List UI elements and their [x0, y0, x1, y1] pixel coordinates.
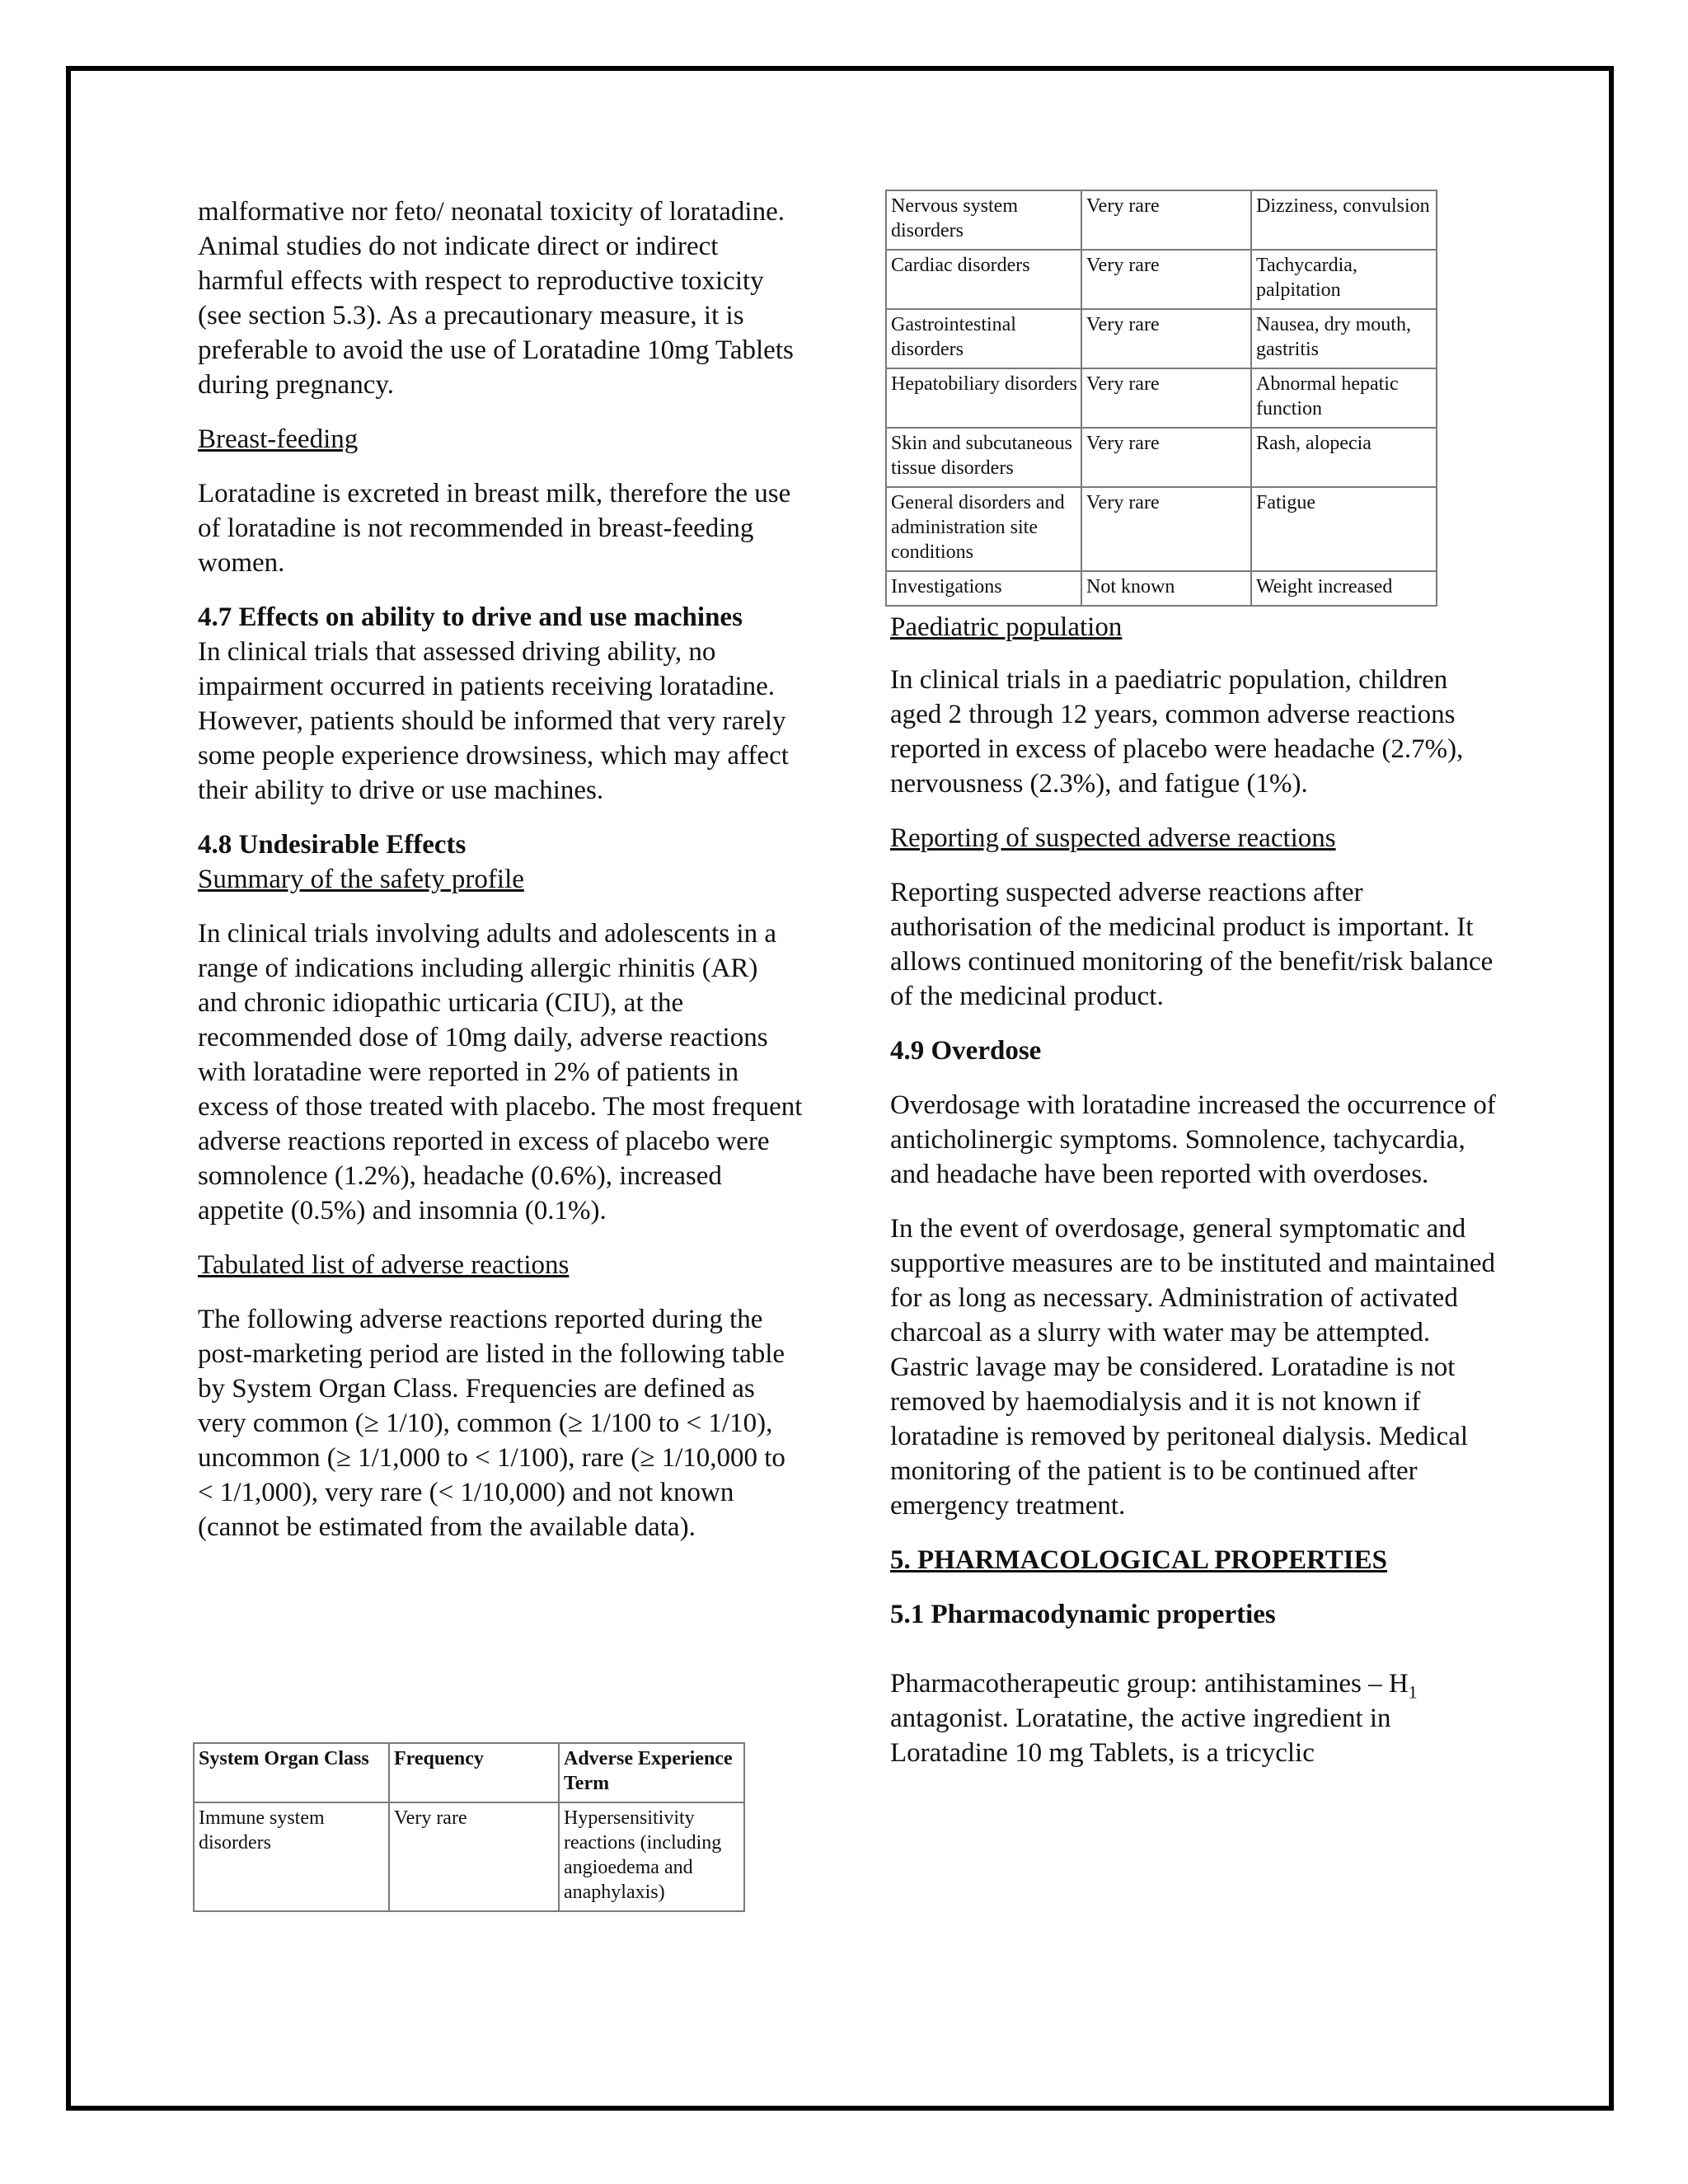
right-column [890, 194, 1496, 1790]
section-5-1-paragraph [890, 1666, 1496, 1770]
left-column [198, 194, 804, 1564]
table-row [886, 428, 1437, 487]
section-4-9-heading: 4.9 Overdose [890, 1036, 1042, 1066]
section-5-1-text-b: antagonist. Loratatine, the active ingredient in Loratadine 10 mg Tablets, is a tricyclic [890, 1704, 1391, 1768]
tabulated-list-heading: Tabulated list of adverse reactions [198, 1250, 570, 1280]
table-row [886, 190, 1437, 250]
cell-frequency: Very rare [1081, 190, 1251, 250]
paediatric-paragraph: In clinical trials in a paediatric population, children aged 2 through 12 years, common adverse reactions reported in excess of placebo were headache (2.7%), nervousness (2.3%), and fatigue (1%). [890, 665, 1464, 799]
cell-adverse-term: Abnormal hepatic function [1251, 368, 1437, 428]
cell-system-organ-class: Immune system disorders [194, 1802, 389, 1911]
section-4-8-paragraph: In clinical trials involving adults and adolescents in a range of indications including allergic rhinitis (AR) and chronic idiopathic urticaria (CIU), at the recommended dose of 10mg daily, adverse reactions with loratadine were reported in 2% of patients in excess of those treated with placebo. The most frequent adverse reactions reported in excess of placebo were somnolence (1.2%), headache (0.6%), increased appetite (0.5%) and insomnia (0.1%). [198, 919, 803, 1226]
table-row [886, 368, 1437, 428]
adverse-reactions-table-part2 [885, 190, 1437, 607]
tabulated-list-paragraph: The following adverse reactions reported during the post-marketing period are listed in the following table by System Organ Class. Frequencies are defined as very common (≥ 1/10), common (≥ 1/100 to < 1/10), uncommon (≥ 1/1,000 to < 1/100), rare (≥ 1/10,000 to < 1/1,000), very rare (< 1/10,000) and not known (cannot be estimated from the available data). [198, 1305, 785, 1542]
cell-frequency: Very rare [1081, 487, 1251, 571]
cell-frequency: Very rare [1081, 368, 1251, 428]
breastfeeding-heading: Breast-feeding [198, 424, 359, 454]
cell-system-organ-class: Skin and subcutaneous tissue disorders [886, 428, 1081, 487]
table-row [886, 571, 1437, 606]
table-row [886, 309, 1437, 368]
table-row [194, 1802, 744, 1911]
cell-adverse-term: Nausea, dry mouth, gastritis [1251, 309, 1437, 368]
header-system-organ-class: System Organ Class [194, 1743, 389, 1802]
reporting-heading: Reporting of suspected adverse reactions [890, 823, 1336, 853]
cell-frequency: Very rare [1081, 309, 1251, 368]
section-4-7-paragraph: In clinical trials that assessed driving ability, no impairment occurred in patients receiving loratadine. However, patients should be informed that very rarely some people experience drowsiness, which may affect their ability to drive or use machines. [198, 637, 789, 805]
cell-frequency: Very rare [389, 1802, 559, 1911]
section-5-1-heading: 5.1 Pharmacodynamic properties [890, 1600, 1276, 1629]
table-row [886, 250, 1437, 309]
overdose-paragraph-1: Overdosage with loratadine increased the occurrence of anticholinergic symptoms. Somnolence, tachycardia, and headache have been reported with overdoses. [890, 1090, 1496, 1189]
cell-adverse-term: Fatigue [1251, 487, 1437, 571]
cell-system-organ-class: General disorders and administration site conditions [886, 487, 1081, 571]
cell-adverse-term: Tachycardia, palpitation [1251, 250, 1437, 309]
cell-adverse-term: Weight increased [1251, 571, 1437, 606]
paediatric-heading: Paediatric population [890, 612, 1123, 642]
cell-system-organ-class: Hepatobiliary disorders [886, 368, 1081, 428]
cell-system-organ-class: Nervous system disorders [886, 190, 1081, 250]
cell-adverse-term: Rash, alopecia [1251, 428, 1437, 487]
table-row [886, 487, 1437, 571]
cell-system-organ-class: Gastrointestinal disorders [886, 309, 1081, 368]
section-5-heading: 5. PHARMACOLOGICAL PROPERTIES [890, 1545, 1387, 1575]
cell-system-organ-class: Investigations [886, 571, 1081, 606]
header-adverse-experience-term: Adverse Experience Term [559, 1743, 744, 1802]
section-5-1-text-a: Pharmacotherapeutic group: antihistamines – H [890, 1669, 1409, 1699]
adverse-reactions-table-part1 [193, 1742, 745, 1912]
cell-adverse-term: Hypersensitivity reactions (including angioedema and anaphylaxis) [559, 1802, 744, 1911]
cell-frequency: Very rare [1081, 428, 1251, 487]
table-header-row [194, 1743, 744, 1802]
cell-system-organ-class: Cardiac disorders [886, 250, 1081, 309]
cell-adverse-term: Dizziness, convulsion [1251, 190, 1437, 250]
section-4-8-heading: 4.8 Undesirable Effects [198, 830, 467, 860]
reporting-paragraph: Reporting suspected adverse reactions after authorisation of the medicinal product is important. It allows continued monitoring of the benefit/risk balance of the medicinal product. [890, 878, 1493, 1011]
header-frequency: Frequency [389, 1743, 559, 1802]
cell-frequency: Very rare [1081, 250, 1251, 309]
section-4-7-heading: 4.7 Effects on ability to drive and use machines [198, 602, 743, 632]
breastfeeding-paragraph: Loratadine is excreted in breast milk, therefore the use of loratadine is not recommended in breast-feeding women. [198, 479, 791, 578]
pregnancy-paragraph: malformative nor feto/ neonatal toxicity of loratadine. Animal studies do not indicate direct or indirect harmful effects with respect to reproductive toxicity (see section 5.3). As a precautionary measure, it is preferable to avoid the use of Loratadine 10mg Tablets during pregnancy. [198, 197, 794, 400]
h1-subscript: 1 [1408, 1681, 1418, 1703]
overdose-paragraph-2: In the event of overdosage, general symptomatic and supportive measures are to be instituted and maintained for as long as necessary. Administration of activated charcoal as a slurry with water may be attempted. Gastric lavage may be considered. Loratadine is not removed by haemodialysis and it is not known if loratadine is removed by peritoneal dialysis. Medical monitoring of the patient is to be continued after emergency treatment. [890, 1214, 1496, 1521]
safety-profile-heading: Summary of the safety profile [198, 865, 524, 894]
cell-frequency: Not known [1081, 571, 1251, 606]
